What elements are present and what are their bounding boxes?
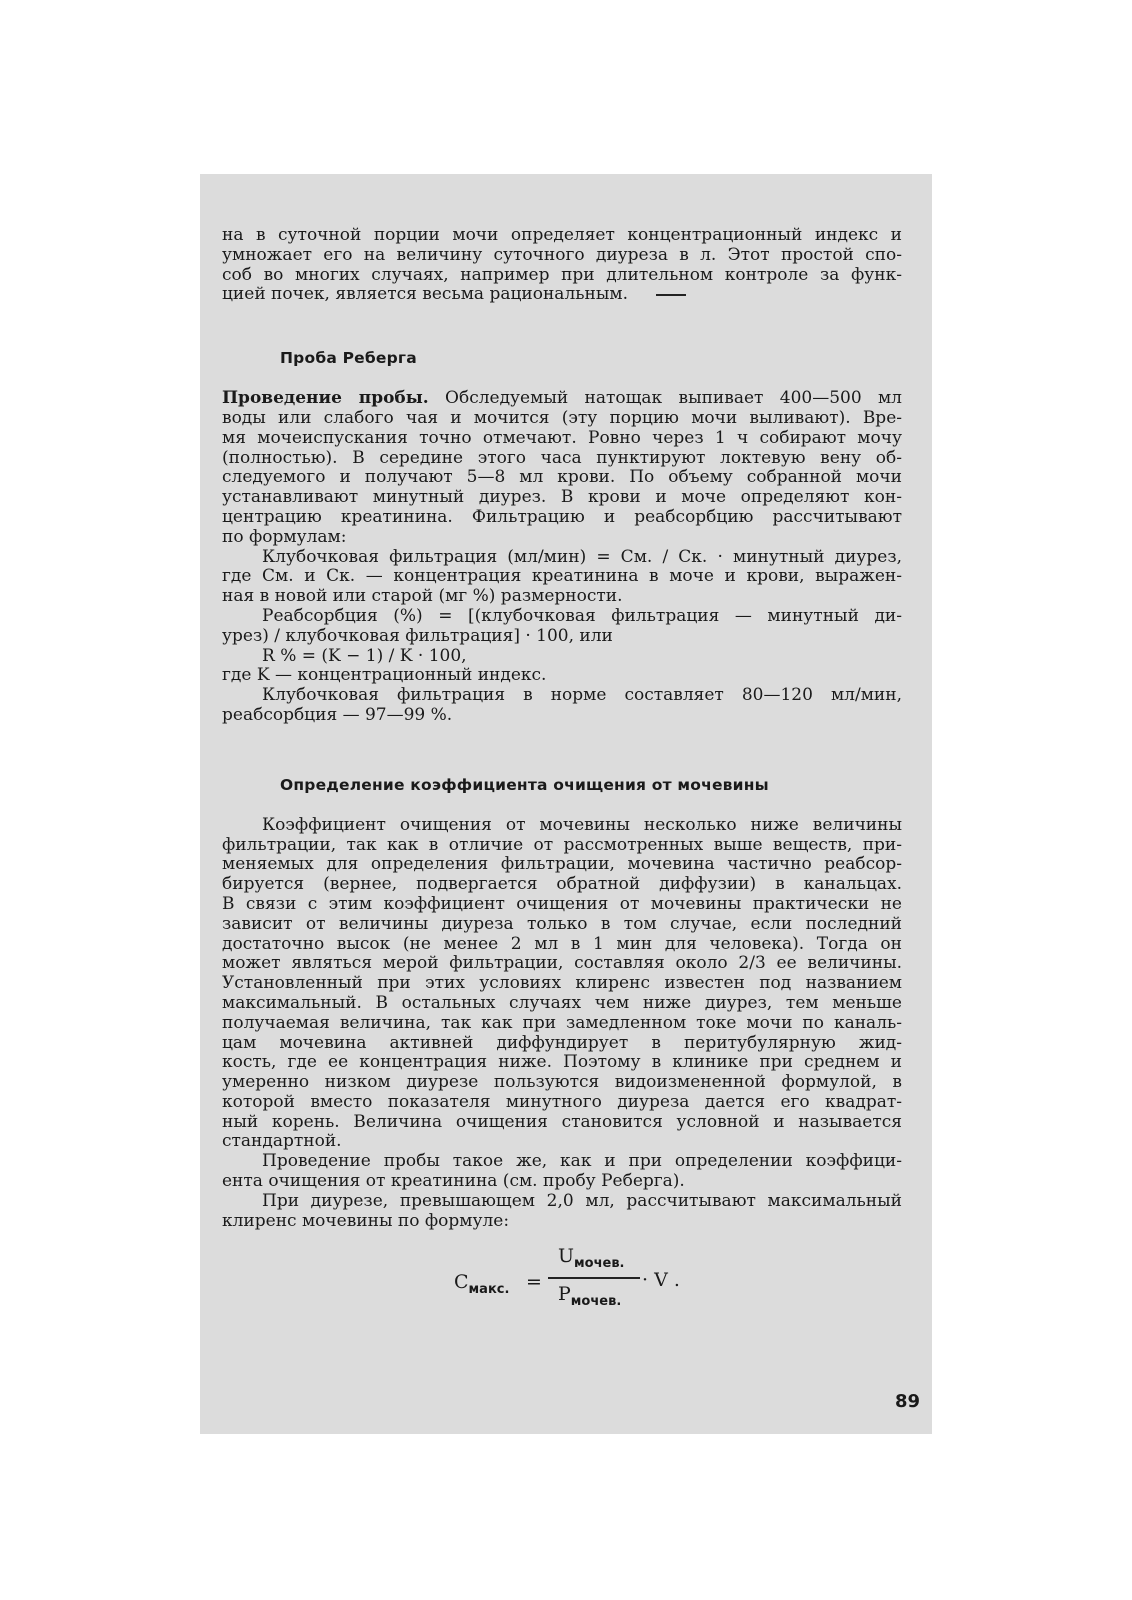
text-line: (полностью). В середине этого часа пунктируют локтевую вену об- bbox=[222, 447, 902, 468]
text-column bbox=[222, 226, 902, 1319]
max-clearance-formula bbox=[222, 1245, 902, 1319]
urea-paragraph bbox=[222, 816, 902, 1153]
text-line: где K — концентрационный индекс. bbox=[222, 665, 547, 686]
text-line: следуемого и получают 5—8 мл крови. По объему собранной мочи bbox=[222, 467, 902, 488]
urea-formula-intro bbox=[222, 1192, 902, 1232]
formula-numerator-subscript: мочев. bbox=[574, 1256, 625, 1272]
text-line: ента очищения от креатинина (см. пробу Реберга). bbox=[222, 1171, 685, 1192]
text-line: умножает его на величину суточного диуреза в л. Этот простой спо- bbox=[222, 244, 902, 265]
text-line: зависит от величины диуреза только в том случае, если последний bbox=[222, 913, 902, 934]
reberg-procedure-paragraph bbox=[222, 389, 902, 547]
text-line: фильтрации, так как в отличие от рассмотренных выше веществ, при- bbox=[222, 834, 902, 855]
text-line: воды или слабого чая и мочится (эту порцию мочи выливают). Вре- bbox=[222, 407, 902, 428]
section-heading-urea: Определение коэффициента очищения от мочевины bbox=[280, 775, 769, 794]
text-line: меняемых для определения фильтрации, мочевина частично реабсор- bbox=[222, 854, 902, 875]
end-dash bbox=[656, 294, 686, 296]
text-line: кость, где ее концентрация ниже. Поэтому в клинике при среднем и bbox=[222, 1052, 902, 1073]
text-line: Клубочковая фильтрация в норме составляет 80—120 мл/мин, bbox=[262, 685, 902, 706]
formula-denominator-symbol: P bbox=[558, 1283, 571, 1306]
urea-procedure-paragraph bbox=[222, 1152, 902, 1192]
text-line: урез) / клубочковая фильтрация] · 100, или bbox=[222, 625, 613, 646]
text-line: стандартной. bbox=[222, 1131, 342, 1152]
section-heading-reberg: Проба Реберга bbox=[280, 349, 417, 368]
text-line: на в суточной порции мочи определяет концентрационный индекс и bbox=[222, 225, 902, 245]
text-line: реабсорбция — 97—99 %. bbox=[222, 704, 453, 725]
filtration-formula bbox=[222, 548, 902, 607]
formula-tail: · V . bbox=[642, 1269, 680, 1292]
reabsorption-formula bbox=[222, 607, 902, 686]
text-line bbox=[222, 389, 902, 409]
procedure-lead: Проведение пробы. bbox=[222, 388, 429, 409]
formula-numerator bbox=[558, 1245, 624, 1271]
text-line: Проведение пробы такое же, как и при определении коэффици- bbox=[262, 1151, 902, 1172]
text-line: ная в новой или старой (мг %) размерности. bbox=[222, 586, 623, 607]
text-line: цам мочевина активней диффундирует в перитубулярную жид- bbox=[222, 1032, 902, 1053]
text-line: R % = (K − 1) / K · 100, bbox=[262, 645, 467, 666]
text-line: бируется (вернее, подвергается обратной диффузии) в канальцах. bbox=[222, 874, 902, 895]
text-line: центрацию креатинина. Фильтрацию и реабсорбцию рассчитывают bbox=[222, 506, 902, 527]
text-line: клиренс мочевины по формуле: bbox=[222, 1210, 510, 1231]
text-line: Установленный при этих условиях клиренс известен под названием bbox=[222, 973, 902, 994]
text-line: получаемая величина, так как при замедленном токе мочи по каналь- bbox=[222, 1012, 902, 1033]
text-line: максимальный. В остальных случаях чем ниже диурез, тем меньше bbox=[222, 992, 902, 1013]
norm-paragraph bbox=[222, 686, 902, 726]
text-line: достаточно высок (не менее 2 мл в 1 мин для человека). Тогда он bbox=[222, 933, 902, 954]
text-line: мя мочеиспускания точно отмечают. Ровно через 1 ч собирают мочу bbox=[222, 427, 902, 448]
text-line: где Cм. и Cк. — концентрация креатинина в моче и крови, выражен- bbox=[222, 566, 902, 587]
formula-lhs bbox=[454, 1271, 509, 1297]
formula-lhs-subscript: макс. bbox=[468, 1282, 510, 1298]
text-line: Реабсорбция (%) = [(клубочковая фильтрация — минутный ди- bbox=[262, 605, 902, 626]
text-line: В связи с этим коэффициент очищения от мочевины практически не bbox=[222, 893, 902, 914]
intro-paragraph bbox=[222, 226, 902, 305]
formula-equals: = bbox=[526, 1271, 542, 1294]
formula-denominator-subscript: мочев. bbox=[570, 1294, 622, 1310]
text-line: которой вместо показателя минутного диуреза дается его квадрат- bbox=[222, 1091, 902, 1112]
text-line: по формулам: bbox=[222, 526, 347, 547]
page-number: 89 bbox=[894, 1391, 920, 1412]
text-line bbox=[222, 285, 902, 305]
text-line: соб во многих случаях, например при длительном контроле за функ- bbox=[222, 264, 902, 285]
text-line: Коэффициент очищения от мочевины несколько ниже величины bbox=[262, 814, 902, 835]
formula-numerator-symbol: U bbox=[558, 1245, 575, 1268]
formula-denominator bbox=[558, 1283, 621, 1309]
text-line: Клубочковая фильтрация (мл/мин) = Cм. / Cк. · минутный диурез, bbox=[262, 546, 902, 567]
text-line-content: цией почек, является весьма рациональным. bbox=[222, 284, 628, 305]
fraction-bar bbox=[548, 1277, 640, 1279]
text-line: При диурезе, превышающем 2,0 мл, рассчитывают максимальный bbox=[262, 1190, 902, 1211]
text-line: ный корень. Величина очищения становится условной и называется bbox=[222, 1111, 902, 1132]
text-line-content: Обследуемый натощак выпивает 400—500 мл bbox=[428, 388, 902, 409]
text-line: может являться мерой фильтрации, составляя около 2/3 ее величины. bbox=[222, 953, 902, 974]
book-page bbox=[200, 174, 932, 1434]
text-line: умеренно низком диурезе пользуются видоизмененной формулой, в bbox=[222, 1072, 902, 1093]
formula-lhs-symbol: C bbox=[454, 1271, 469, 1294]
text-line: устанавливают минутный диурез. В крови и моче определяют кон- bbox=[222, 487, 902, 508]
